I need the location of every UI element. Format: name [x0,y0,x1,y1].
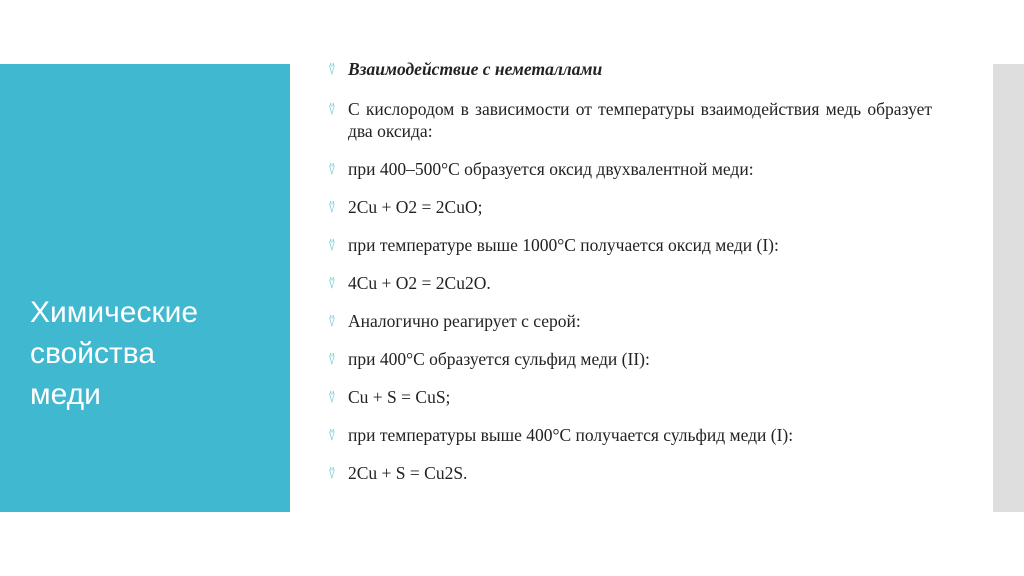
bullet-text: 2Cu + S = Cu2S. [348,463,468,483]
bullet-item [328,58,932,80]
bullet-icon: ⍢ [328,63,336,78]
bullet-item [328,462,932,484]
bullet-item [328,424,932,446]
bullet-icon: ⍢ [328,103,336,118]
bullet-icon: ⍢ [328,277,336,292]
bullet-icon: ⍢ [328,353,336,368]
bullet-icon: ⍢ [328,467,336,482]
bullet-item [328,196,932,218]
slide-title [30,292,280,415]
bullet-item [328,158,932,180]
bullet-text: 2Cu + O2 = 2CuO; [348,197,483,217]
bullet-icon: ⍢ [328,391,336,406]
bullet-icon: ⍢ [328,315,336,330]
bullet-text: С кислородом в зависимости от температуры взаимодействия медь образует два оксида: [348,99,932,141]
title-panel [0,64,290,512]
slide-title-line: Химические [30,296,199,329]
right-decorative-bar [993,64,1024,512]
bullet-text: при температуре выше 1000°С получается оксид меди (I): [348,235,779,255]
bullet-item [328,310,932,332]
slide-title-line: меди [30,378,101,411]
bullet-item [328,386,932,408]
bullet-text: Cu + S = CuS; [348,387,451,407]
bullet-item [328,272,932,294]
bullet-text: при 400°С образуется сульфид меди (II): [348,349,650,369]
bullet-icon: ⍢ [328,201,336,216]
bullet-item [328,234,932,256]
bullet-text: при температуры выше 400°С получается сульфид меди (I): [348,425,794,445]
bullet-text: 4Cu + O2 = 2Cu2O. [348,273,491,293]
bullet-icon: ⍢ [328,163,336,178]
bullet-icon: ⍢ [328,429,336,444]
bullet-list [328,50,932,484]
bullet-item [328,98,932,142]
bullet-text: Взаимодействие с неметаллами [348,59,603,79]
bullet-item [328,348,932,370]
bullet-icon: ⍢ [328,239,336,254]
bullet-text: Аналогично реагирует с серой: [348,311,581,331]
slide-title-line: свойства [30,337,156,370]
bullet-text: при 400–500°С образуется оксид двухвалентной меди: [348,159,754,179]
